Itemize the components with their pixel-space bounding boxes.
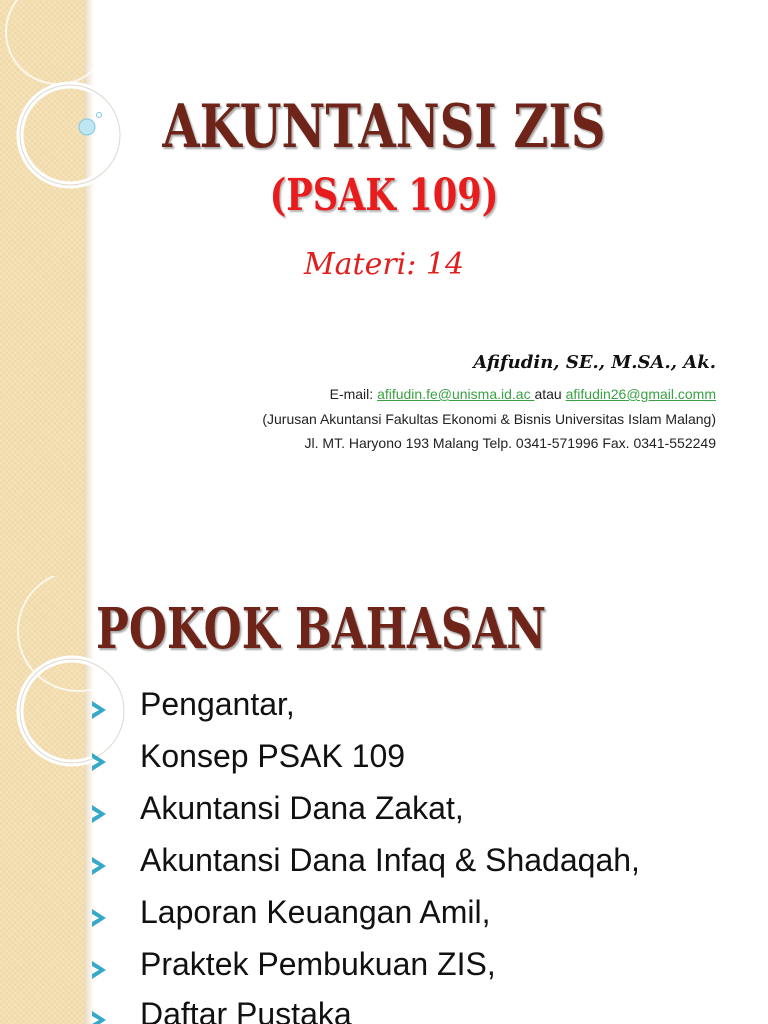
agenda-slide bbox=[0, 576, 768, 1024]
agenda-title: POKOK BAHASAN bbox=[96, 596, 547, 662]
email-link-gmail[interactable]: afifudin26@gmail.comm bbox=[565, 386, 716, 402]
arrow-bullet-icon bbox=[92, 753, 106, 771]
presentation-title: AKUNTANSI ZIS bbox=[162, 92, 606, 162]
arrow-bullet-icon bbox=[92, 857, 106, 875]
topic-text: Praktek Pembukuan ZIS, bbox=[140, 946, 496, 982]
topic-text: Laporan Keuangan Amil, bbox=[140, 894, 491, 930]
topic-item bbox=[0, 894, 700, 946]
arrow-bullet-icon bbox=[92, 1011, 106, 1024]
topic-item bbox=[0, 686, 700, 738]
decorative-circles bbox=[0, 0, 180, 576]
topic-item bbox=[0, 790, 700, 842]
email-link-unisma[interactable]: afifudin.fe@unisma.id.ac bbox=[377, 386, 535, 402]
topic-text: Pengantar, bbox=[140, 686, 295, 722]
topic-text: Konsep PSAK 109 bbox=[140, 738, 406, 774]
topic-item bbox=[0, 996, 700, 1024]
topic-item bbox=[0, 842, 700, 894]
email-separator: atau bbox=[534, 386, 566, 402]
materi-number: Materi: 14 bbox=[303, 247, 465, 282]
department-line: (Jurusan Akuntansi Fakultas Ekonomi & Bisnis Universitas Islam Malang) bbox=[262, 411, 716, 427]
topic-text: Akuntansi Dana Zakat, bbox=[140, 790, 464, 826]
address-line: Jl. MT. Haryono 193 Malang Telp. 0341-571996 Fax. 0341-552249 bbox=[304, 435, 716, 451]
topic-item bbox=[0, 946, 700, 998]
email-label: E-mail: bbox=[329, 386, 378, 402]
topic-item bbox=[0, 738, 700, 790]
arrow-bullet-icon bbox=[92, 805, 106, 823]
email-line bbox=[330, 386, 716, 402]
author-name: Afifudin, SE., M.SA., Ak. bbox=[473, 352, 716, 373]
presentation-subtitle: (PSAK 109) bbox=[269, 170, 499, 221]
arrow-bullet-icon bbox=[92, 701, 106, 719]
arrow-bullet-icon bbox=[92, 909, 106, 927]
arrow-bullet-icon bbox=[92, 961, 106, 979]
topic-text: Akuntansi Dana Infaq & Shadaqah, bbox=[140, 842, 640, 878]
topic-text: Daftar Pustaka bbox=[140, 996, 352, 1024]
